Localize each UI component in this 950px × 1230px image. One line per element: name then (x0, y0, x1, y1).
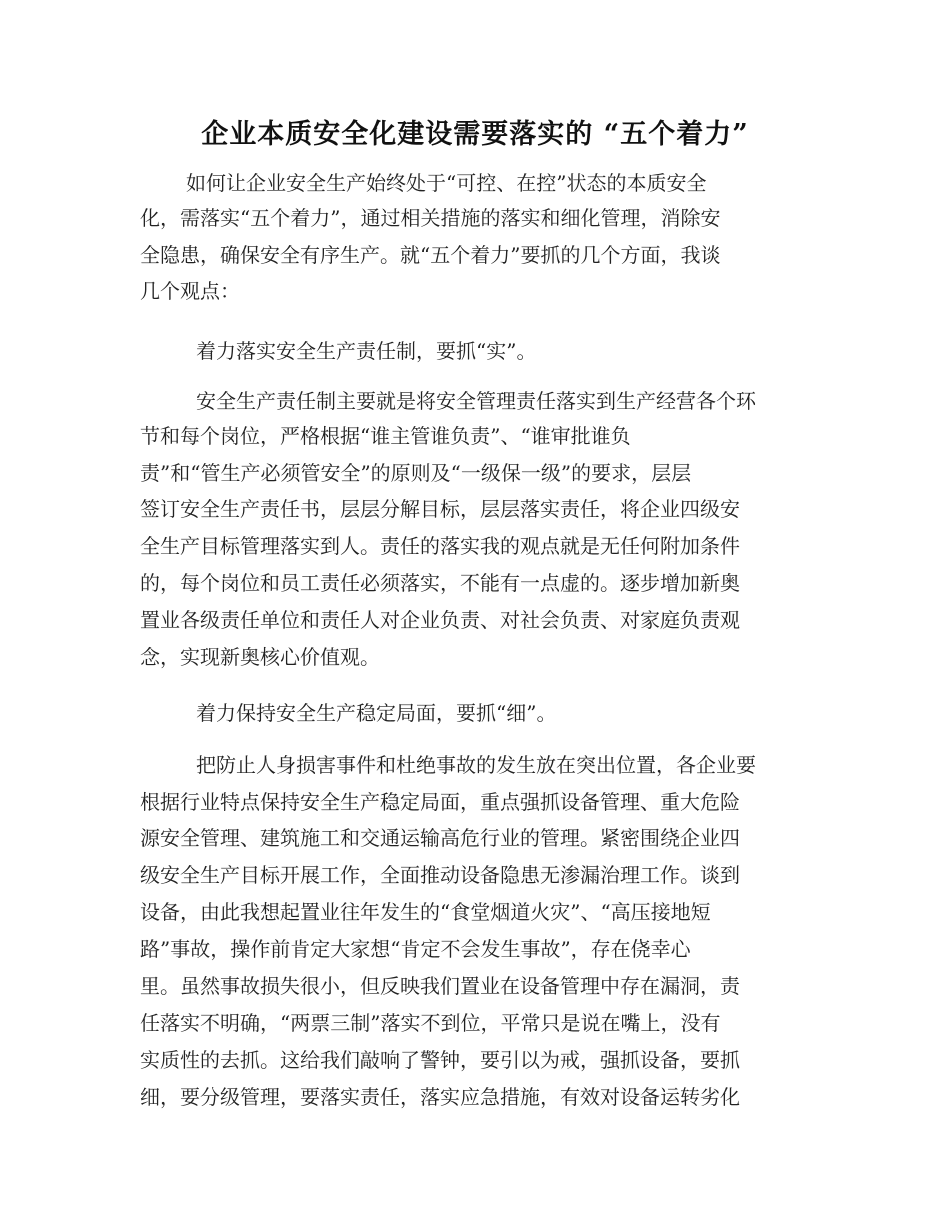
text-line: 全生产目标管理落实到人。责任的落实我的观点就是无任何附加条件 (140, 534, 740, 558)
text-line: 细，要分级管理，要落实责任，落实应急措施，有效对设备运转劣化 (140, 1085, 740, 1109)
section-heading: 着力保持安全生产稳定局面，要抓“细”。 (196, 701, 557, 725)
page-title: 企业本质安全化建设需要落实的 “五个着力” (201, 119, 749, 150)
text-line: 如何让企业安全生产始终处于“可控、在控”状态的本质安全 (186, 171, 707, 195)
text-line: 化，需落实“五个着力”，通过相关措施的落实和细化管理，消除安 (140, 206, 721, 230)
text-line: 设备，由此我想起置业往年发生的“食堂烟道火灾”、“高压接地短 (140, 900, 711, 924)
text-line: 任落实不明确，“两票三制”落实不到位，平常只是说在嘴上，没有 (140, 1011, 721, 1035)
section-heading: 着力落实安全生产责任制，要抓“实”。 (196, 339, 537, 363)
text-line: 把防止人身损害事件和杜绝事故的发生放在突出位置，各企业要 (196, 753, 756, 777)
text-line: 路”事故，操作前肯定大家想“肯定不会发生事故”，存在侥幸心 (140, 937, 691, 961)
text-line: 责”和“管生产必须管安全”的原则及“一级保一级”的要求，层层 (140, 461, 692, 485)
text-line: 几个观点： (140, 279, 240, 303)
text-line: 签订安全生产责任书，层层分解目标，层层落实责任，将企业四级安 (140, 497, 740, 521)
text-line: 的，每个岗位和员工责任必须落实，不能有一点虚的。逐步增加新奥 (140, 571, 740, 595)
text-line: 置业各级责任单位和责任人对企业负责、对社会负责、对家庭负责观 (140, 608, 740, 632)
text-line: 源安全管理、建筑施工和交通运输高危行业的管理。紧密围绕企业四 (140, 826, 740, 850)
text-line: 根据行业特点保持安全生产稳定局面，重点强抓设备管理、重大危险 (140, 790, 740, 814)
text-line: 级安全生产目标开展工作，全面推动设备隐患无渗漏治理工作。谈到 (140, 863, 740, 887)
text-line: 全隐患，确保安全有序生产。就“五个着力”要抓的几个方面，我谈 (140, 243, 721, 267)
text-line: 实质性的去抓。这给我们敲响了警钟，要引以为戒，强抓设备，要抓 (140, 1048, 740, 1072)
text-line: 安全生产责任制主要就是将安全管理责任落实到生产经营各个环 (196, 389, 756, 413)
text-line: 里。虽然事故损失很小，但反映我们置业在设备管理中存在漏洞，责 (140, 974, 740, 998)
text-line: 节和每个岗位，严格根据“谁主管谁负责”、“谁审批谁负 (140, 424, 631, 448)
text-line: 念，实现新奥核心价值观。 (140, 645, 380, 669)
